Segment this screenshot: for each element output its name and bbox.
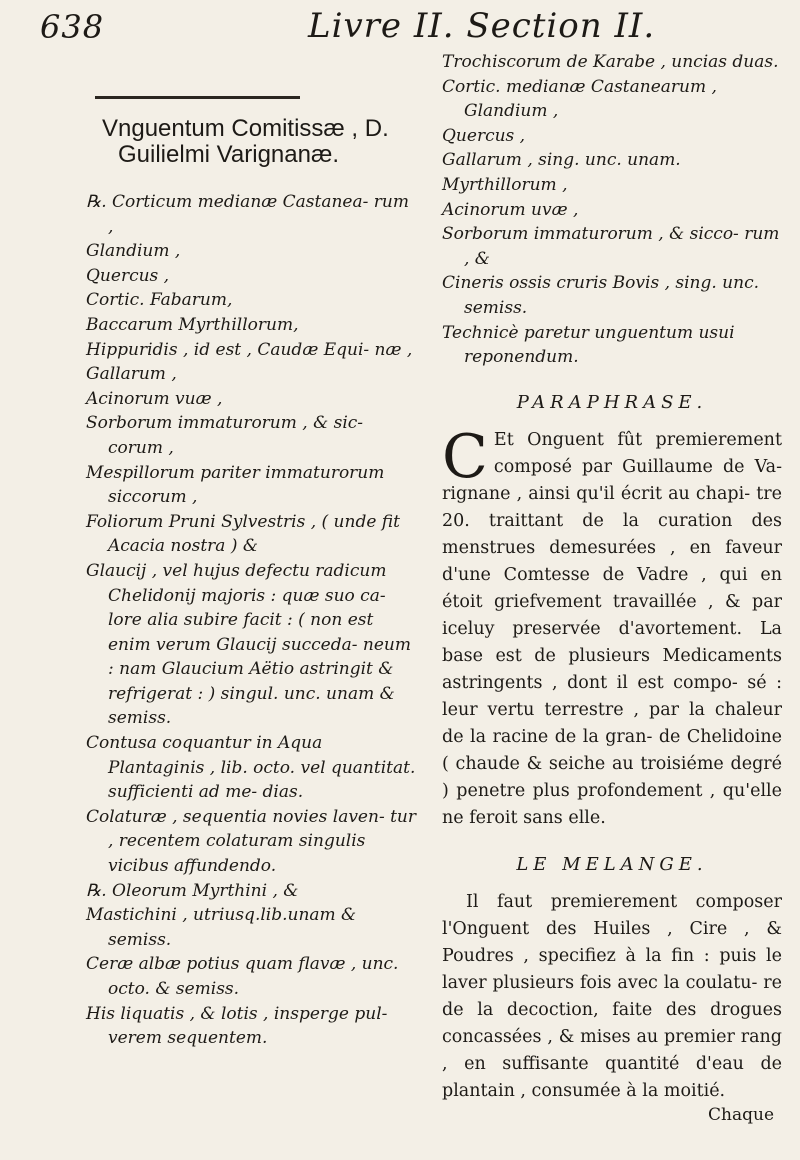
recipe-line: Cineris ossis cruris Bovis , sing. unc. semiss. xyxy=(442,273,760,318)
recipe-line: Acinorum vuæ , xyxy=(86,388,223,409)
recipe-line: ℞. Oleorum Myrthini , & xyxy=(86,880,299,901)
recipe-line: Sorborum immaturorum , & sic- corum , xyxy=(86,413,364,458)
melange-heading: LE MELANGE. xyxy=(516,853,708,875)
running-head: Livre II. Section II. xyxy=(308,6,656,46)
drop-cap: C xyxy=(442,421,488,492)
header-rule xyxy=(95,96,300,99)
right-column xyxy=(442,50,782,1125)
recipe-line: Acinorum uvæ , xyxy=(442,199,579,220)
recipe-line: Contusa coquantur in Aqua Plantaginis , lib. octo. vel quantitat. sufficienti ad me- dias. xyxy=(86,733,416,803)
recipe-line: Colaturæ , sequentia novies laven- tur , recentem colaturam singulis vicibus affundendo. xyxy=(86,806,416,877)
recipe-line: Baccarum Myrthillorum, xyxy=(86,314,299,335)
recipe-line: Glandium , xyxy=(86,241,181,262)
paraphrase-paragraph xyxy=(442,421,782,832)
recipe-line: Mespillorum pariter immaturorum siccorum , xyxy=(86,462,385,508)
melange-text: Il faut premierement composer l'Onguent des Huiles , Cire , & Poudres , specifiez à la fin : puis le laver plusieurs fois avec la coulatu- re de la decoction, faite des drogues concassées , & mises au premier rang , en suffisante quantité d'eau de plantain , consumée à la moitié. xyxy=(442,891,782,1101)
recipe-line: Mastichini , utriusq.lib.unam & semiss. xyxy=(86,905,357,950)
recipe-line: Cortic. medianæ Castanearum , Glandium , xyxy=(442,76,717,122)
paraphrase-heading: PARAPHRASE. xyxy=(516,391,708,413)
paraphrase-text: Et Onguent fût premierement composé par Guillaume de Va- rignane , ainsi qu'il écrit au chapi- tre 20. traittant de la curation des menstrues demesurées , en faveur d'une Comtesse de Vadre , qui en étoit griefvement travaillée , & par iceluy preservée d'avortement. La base est de plusieurs Medicaments astringents , dont il est compo- sé : leur vertu terrestre , par la chaleur de la racine de la gran- de Chelidoine ( chaude & seiche au troisiéme degré ) penetre plus profondement , qu'elle ne feroit sans elle. xyxy=(442,429,782,828)
recipe-line: Sorborum immaturorum , & sicco- rum , & xyxy=(442,224,780,269)
left-column xyxy=(86,100,416,1051)
recipe-line: Ceræ albæ potius quam flavæ , unc. octo. & semiss. xyxy=(86,954,399,999)
recipe-line: Foliorum Pruni Sylvestris , ( unde fit Acacia nostra ) & xyxy=(86,511,400,557)
recipe-list xyxy=(86,190,416,1051)
recipe-line: His liquatis , & lotis , insperge pul- verem sequentem. xyxy=(86,1003,388,1049)
recipe-title: Vnguentum Comitissæ , D. Guilielmi Varignanæ. xyxy=(102,115,389,168)
recipe-list-continued xyxy=(442,50,782,370)
recipe-line: ℞. Corticum medianæ Castanea- rum , xyxy=(86,192,409,237)
catchword: Chaque xyxy=(708,1104,774,1125)
recipe-line: Quercus , xyxy=(86,265,170,286)
page-number: 638 xyxy=(40,8,105,46)
recipe-line: Myrthillorum , xyxy=(442,174,568,195)
recipe-line: Quercus , xyxy=(442,125,526,146)
recipe-line: Glaucij , vel hujus defectu radicum Chelidonij majoris : quæ suo ca- lore alia subire facit : ( non est enim verum Glaucij succeda- neum : nam Glaucium Aëtio astringit & refrigerat : ) singul. unc. unam & semiss. xyxy=(86,560,411,729)
recipe-line: Gallarum , xyxy=(86,364,177,385)
recipe-line: Technicè paretur unguentum usui reponendum. xyxy=(442,322,735,368)
recipe-line: Trochiscorum de Karabe , uncias duas. xyxy=(442,52,779,72)
recipe-line: Gallarum , sing. unc. unam. xyxy=(442,150,681,171)
recipe-line: Hippuridis , id est , Caudæ Equi- næ , xyxy=(86,339,413,360)
recipe-line: Cortic. Fabarum, xyxy=(86,290,233,311)
